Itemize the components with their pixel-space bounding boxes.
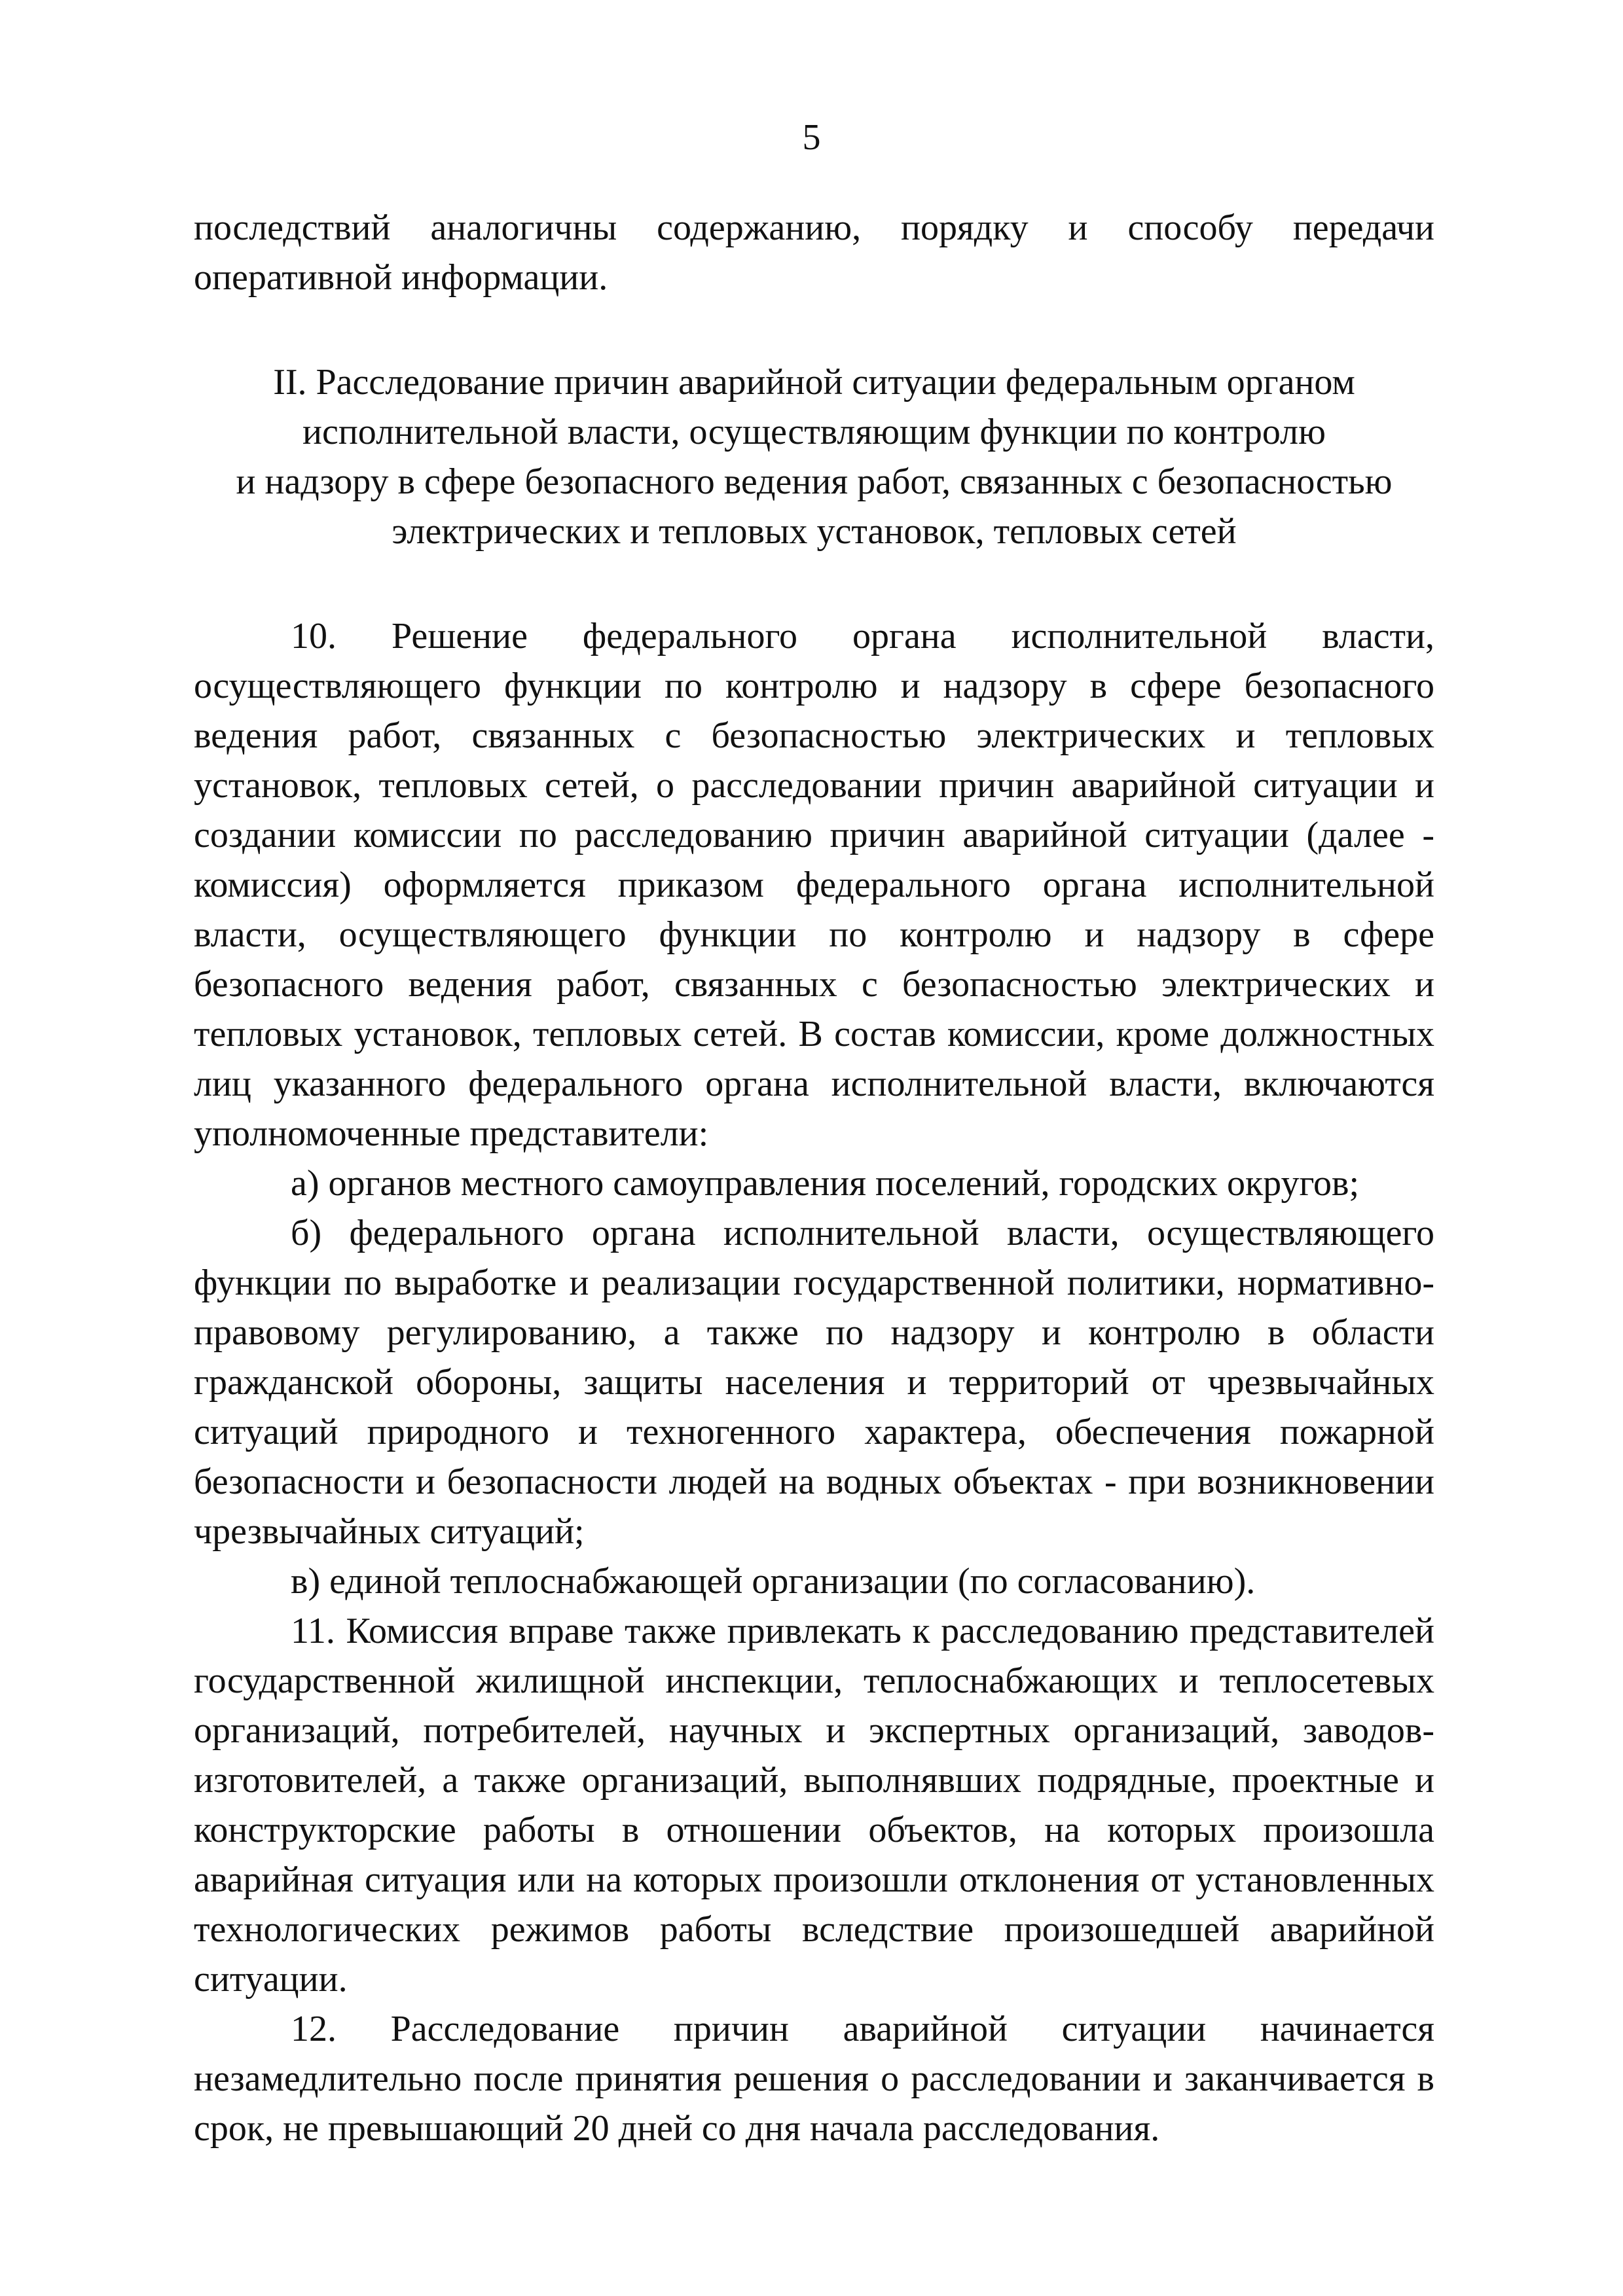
paragraph-10-item-c: в) единой теплоснабжающей организации (по согласованию). bbox=[291, 1561, 1256, 1602]
section-heading-line: II. Расследование причин аварийной ситуации федеральным органом bbox=[273, 362, 1355, 403]
opening-paragraph: последствий аналогичны содержанию, порядку и способу передачи оперативной информации. bbox=[194, 207, 1434, 298]
paragraph-10-item-a: а) органов местного самоуправления поселений, городских округов; bbox=[291, 1163, 1360, 1204]
section-heading-line: электрических и тепловых установок, тепловых сетей bbox=[392, 511, 1237, 552]
section-heading-line: и надзору в сфере безопасного ведения работ, связанных с безопасностью bbox=[236, 461, 1393, 502]
document-body bbox=[194, 203, 1434, 2153]
section-heading-line: исполнительной власти, осуществляющим функции по контролю bbox=[302, 412, 1326, 452]
paragraph-11: 11. Комиссия вправе также привлекать к расследованию представителей государственной жилищной инспекции, теплоснабжающих и теплосетевых организаций, потребителей, научных и экспертных организаций, заводов-изготовителей, а также организаций, выполнявших подрядные, проектные и конструкторские работы в отношении объектов, на которых произошла аварийная ситуация или на которых произошли отклонения от установленных технологических режимов работы вследствие произошедшей аварийной ситуации. bbox=[194, 1611, 1434, 2000]
page-number: 5 bbox=[802, 117, 821, 158]
paragraph-10: 10. Решение федерального органа исполнительной власти, осуществляющего функции по контролю и надзору в сфере безопасного ведения работ, связанных с безопасностью электрических и тепловых установок, тепловых сетей, о расследовании причин аварийной ситуации и создании комиссии по расследованию причин аварийной ситуации (далее - комиссия) оформляется приказом федерального органа исполнительной власти, осуществляющего функции по контролю и надзору в сфере безопасного ведения работ, связанных с безопасностью электрических и тепловых установок, тепловых сетей. В состав комиссии, кроме должностных лиц указанного федерального органа исполнительной власти, включаются уполномоченные представители: bbox=[194, 616, 1434, 1154]
section-heading bbox=[194, 357, 1434, 556]
paragraph-12: 12. Расследование причин аварийной ситуации начинается незамедлительно после принятия решения о расследовании и заканчивается в срок, не превышающий 20 дней со дня начала расследования. bbox=[194, 2009, 1434, 2149]
paragraph-10-item-b: б) федерального органа исполнительной власти, осуществляющего функции по выработке и реализации государственной политики, нормативно-правовому регулированию, а также по надзору и контролю в области гражданской обороны, защиты населения и территорий от чрезвычайных ситуаций природного и техногенного характера, обеспечения пожарной безопасности и безопасности людей на водных объектах - при возникновении чрезвычайных ситуаций; bbox=[194, 1213, 1434, 1552]
